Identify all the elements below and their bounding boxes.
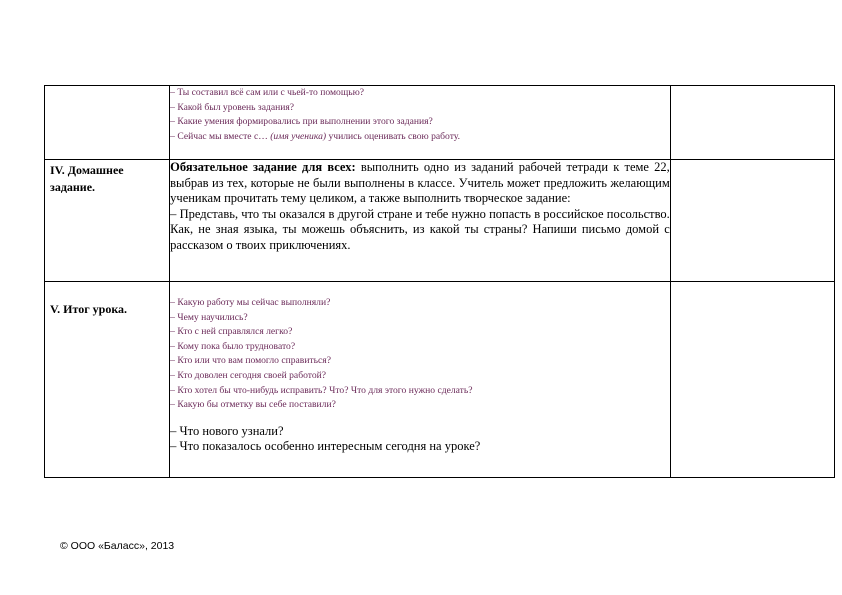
homework-creative-task: – Представь, что ты оказался в другой стране и тебе нужно попасть в российское посольство. Как, не зная языка, ты можешь объяснить, из какой ты страны? Напиши письмо домой с рассказом о твоих приключениях. xyxy=(170,206,670,252)
summary-question-1: – Какую работу мы сейчас выполняли? xyxy=(170,297,331,308)
top-question-3: – Какие умения формировались при выполнении этого задания? xyxy=(170,116,433,128)
summary-question-3: – Кто с ней справлялся легко? xyxy=(170,326,293,338)
cell-empty-right xyxy=(670,160,834,282)
table-row-summary xyxy=(45,282,835,478)
cell-homework-title xyxy=(45,160,170,282)
summary-title: V. Итог урока. xyxy=(50,302,128,316)
summary-question-7: – Кто хотел бы что-нибудь исправить? Что? Что для этого нужно сделать? xyxy=(170,384,473,396)
homework-bold-lead: Обязательное задание для всех: xyxy=(170,160,356,174)
summary-question-8: – Какую бы отметку вы себе поставили? xyxy=(170,399,336,411)
summary-question-6: – Кто доволен сегодня своей работой? xyxy=(170,369,327,381)
cell-top-questions xyxy=(170,86,671,160)
homework-text1: выполнить одно из заданий рабочей тетради к теме 22, выбрав из тех, которые не были выполнены в классе. Учитель может предложить желающим ученикам прочитать тему целиком, а также выполнить творческое задание: xyxy=(170,160,670,206)
summary-question-4: – Кому пока было трудновато? xyxy=(170,340,296,352)
summary-question-2: – Чему научились? xyxy=(170,311,248,323)
summary-final-2: – Что показалось особенно интересным сегодня на уроке? xyxy=(170,439,481,454)
table-row-homework xyxy=(45,160,835,282)
cell-empty-left xyxy=(45,86,170,160)
top-question-4 xyxy=(170,130,670,145)
table-row-top xyxy=(45,86,835,160)
top-question-4-prefix: – Сейчас мы вместе с… xyxy=(170,130,271,142)
summary-final-1: – Что нового узнали? xyxy=(170,423,284,438)
cell-empty-right xyxy=(670,282,834,478)
homework-title: IV. Домашнее задание. xyxy=(50,163,124,194)
lesson-table xyxy=(44,85,835,478)
top-question-4-italic: (имя ученика) xyxy=(270,130,327,142)
cell-summary-title xyxy=(45,282,170,478)
copyright-footer: © ООО «Баласс», 2013 xyxy=(60,540,175,552)
cell-homework-body xyxy=(170,160,671,282)
top-question-2: – Какой был уровень задания? xyxy=(170,101,295,113)
homework-text xyxy=(170,160,670,207)
cell-summary-body xyxy=(170,282,671,478)
cell-empty-right xyxy=(670,86,834,160)
summary-question-5: – Кто или что вам помогло справиться? xyxy=(170,355,331,367)
top-question-1: – Ты составил всё сам или с чьей-то помощью? xyxy=(170,87,365,98)
top-question-4-suffix: учились оценивать свою работу. xyxy=(326,130,461,142)
